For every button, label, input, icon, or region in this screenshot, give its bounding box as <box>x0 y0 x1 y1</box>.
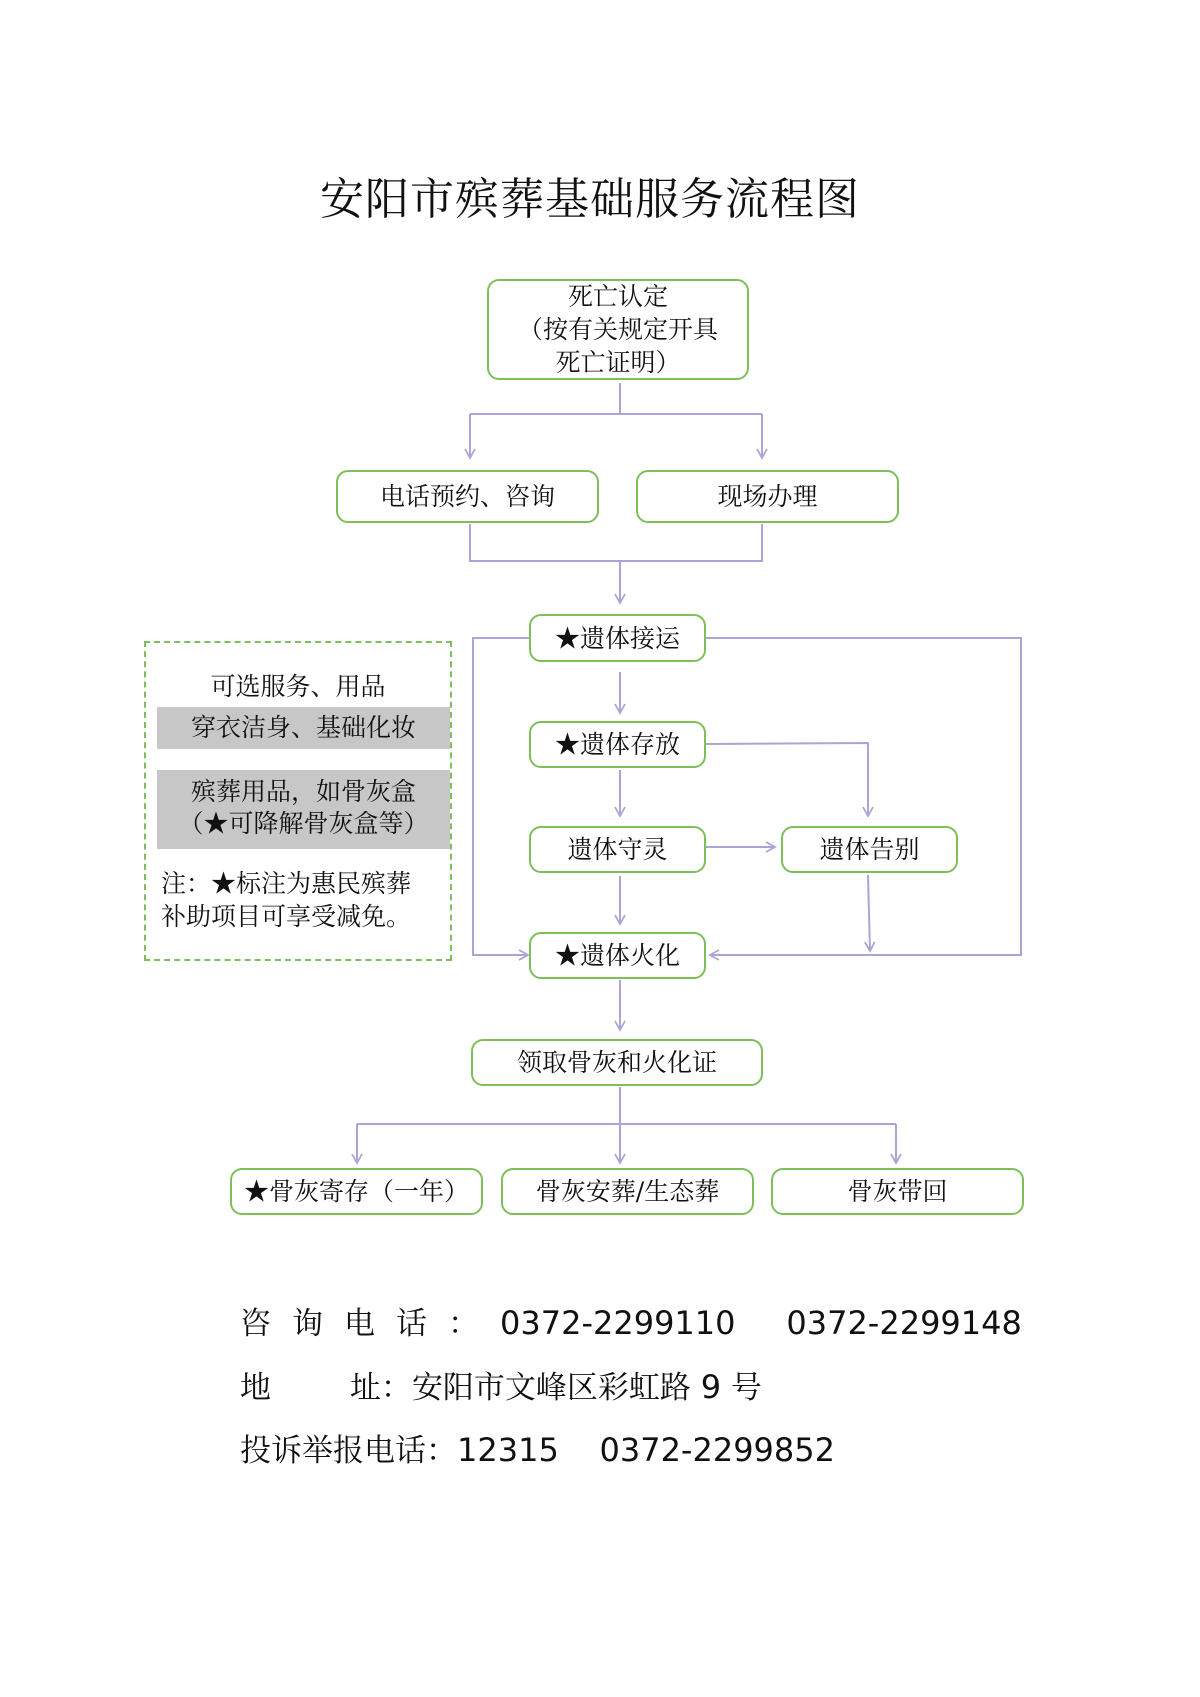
optional-services-title: 可选服务、用品 <box>210 672 386 701</box>
node-body-cremation: ★遗体火化 <box>529 932 706 979</box>
consult-label: 咨询电话： <box>240 1306 500 1342</box>
node-body-farewell: 遗体告别 <box>781 826 958 873</box>
address-suffix: 号 <box>730 1370 762 1406</box>
node-body-pickup: ★遗体接运 <box>529 614 706 662</box>
address-label-b: 址： <box>349 1370 412 1406</box>
optional-item-supplies: 殡葬用品，如骨灰盒 （★可降解骨灰盒等） <box>157 770 450 849</box>
node-death-confirmation: 死亡认定 （按有关规定开具 死亡证明） <box>487 279 749 380</box>
address-number: 9 <box>700 1368 722 1406</box>
address-line <box>240 1362 762 1407</box>
node-collect-ashes: 领取骨灰和火化证 <box>471 1039 763 1086</box>
node-onsite-handling: 现场办理 <box>636 470 899 523</box>
optional-services-panel <box>144 641 452 961</box>
complaint-label: 投诉举报电话： <box>240 1433 457 1469</box>
complaint-phone-1: 12315 <box>457 1431 559 1469</box>
node-phone-appointment: 电话预约、咨询 <box>336 470 599 523</box>
page-title: 安阳市殡葬基础服务流程图 <box>320 174 860 225</box>
node-body-storage: ★遗体存放 <box>529 721 706 768</box>
optional-note: 注：★标注为惠民殡葬 补助项目可享受减免。 <box>161 869 412 931</box>
complaint-phone-2: 0372-2299852 <box>599 1431 835 1469</box>
optional-item-dressing: 穿衣洁身、基础化妆 <box>157 707 450 749</box>
node-ashes-deposit: ★骨灰寄存（一年） <box>230 1168 483 1215</box>
address-text: 安阳市文峰区彩虹路 <box>411 1370 691 1406</box>
node-ashes-burial: 骨灰安葬/生态葬 <box>501 1168 754 1215</box>
node-body-vigil: 遗体守灵 <box>529 826 706 873</box>
node-ashes-take-home: 骨灰带回 <box>771 1168 1024 1215</box>
address-label-a: 地 <box>240 1370 271 1406</box>
consult-phone-1: 0372-2299110 <box>500 1304 736 1342</box>
complaint-phone-line <box>240 1425 835 1470</box>
consult-phone-2: 0372-2299148 <box>786 1304 1022 1342</box>
consult-phone-line <box>240 1298 1022 1343</box>
